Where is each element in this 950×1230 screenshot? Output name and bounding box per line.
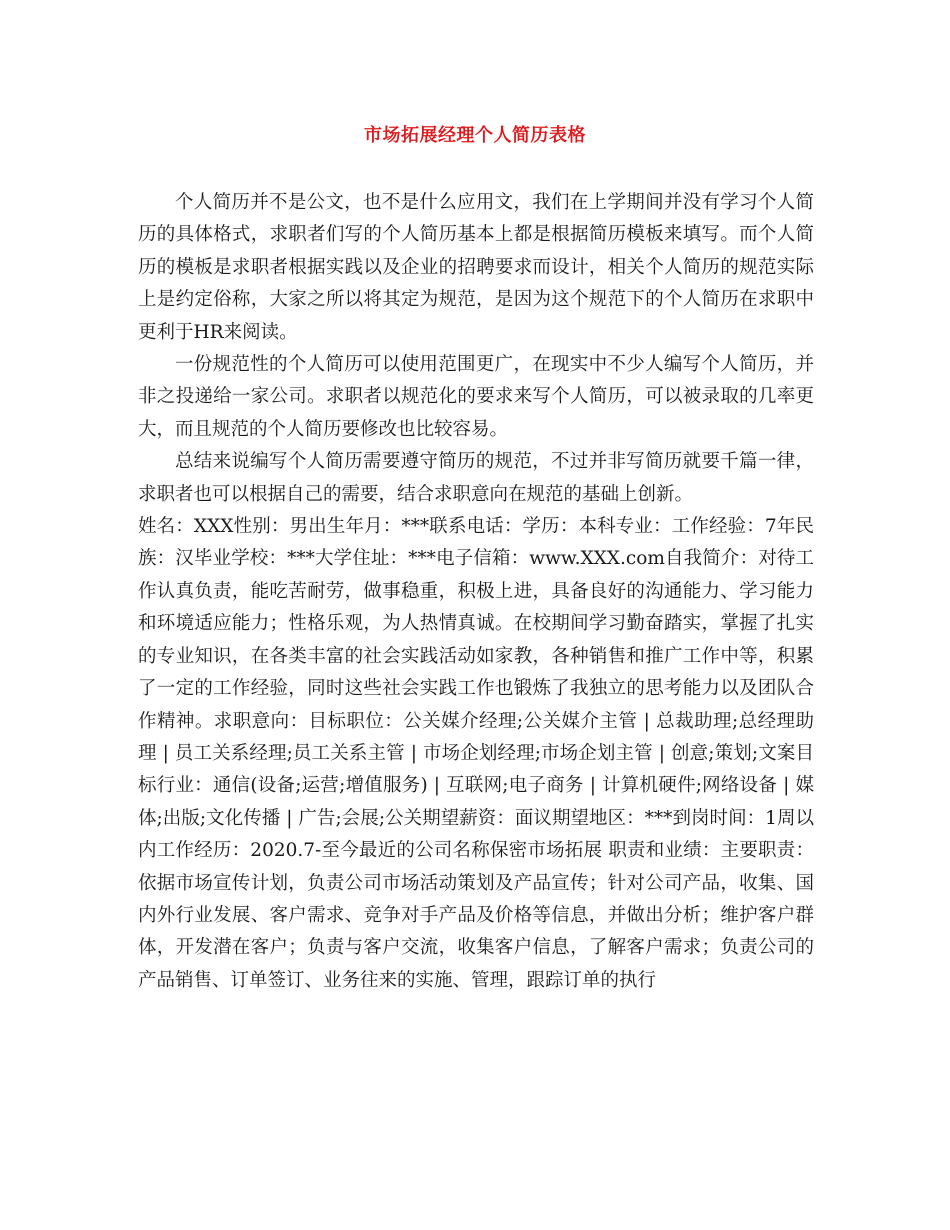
paragraph: 一份规范性的个人简历可以使用范围更广，在现实中不少人编写个人简历，并非之投递给一家公司。求职者以规范化的要求来写个人简历，可以被录取的几率更大，而且规范的个人简历要修改也比较容易。 [138, 354, 814, 440]
document-title: 市场拓展经理个人简历表格 [364, 125, 586, 146]
resume-details: 姓名：XXX性别：男出生年月：***联系电话：学历：本科专业：工作经验：7年民族：汉毕业学校：***大学住址：***电子信箱：www.XXX.com自我简介：对待工作认真负责，能吃苦耐劳，做事稳重，积极上进，具备良好的沟通能力、学习能力和环境适应能力；性格乐观，为人热情真诚。在校期间学习勤奋踏实，掌握了扎实的专业知识，在各类丰富的社会实践活动如家教，各种销售和推广工作中等，积累了一定的工作经验，同时这些社会实践工作也锻炼了我独立的思考能力以及团队合作精神。求职意向：目标职位：公关媒介经理;公关媒介主管 | 总裁助理;总经理助理 | 员工关系经理;员工关系主管 | 市场企划经理;市场企划主管 | 创意;策划;文案目标行业：通信(设备;运营;增值服务) | 互联网;电子商务 | 计算机硬件;网络设备 | 媒体;出版;文化传播 | 广告;会展;公关期望薪资：面议期望地区：***到岗时间：1周以内工作经历：2020.7-至今最近的公司名称保密市场拓展 职责和业绩：主要职责：依据市场宣传计划，负责公司市场活动策划及产品宣传；针对公司产品，收集、国内外行业发展、客户需求、竞争对手产品及价格等信息，并做出分析；维护客户群体，开发潜在客户；负责与客户交流，收集客户信息，了解客户需求；负责公司的产品销售、订单签订、业务往来的实施、管理，跟踪订单的执行 [138, 516, 814, 991]
paragraph: 总结来说编写个人简历需要遵守简历的规范，不过并非写简历就要千篇一律，求职者也可以根据自己的需要，结合求职意向在规范的基础上创新。 [138, 451, 814, 505]
document-body [138, 187, 814, 997]
paragraph: 个人简历并不是公文，也不是什么应用文，我们在上学期间并没有学习个人简历的具体格式，求职者们写的个人简历基本上都是根据简历模板来填写。而个人简历的模板是求职者根据实践以及企业的招聘要求而设计，相关个人简历的规范实际上是约定俗称，大家之所以将其定为规范，是因为这个规范下的个人简历在求职中更利于HR来阅读。 [138, 192, 814, 343]
